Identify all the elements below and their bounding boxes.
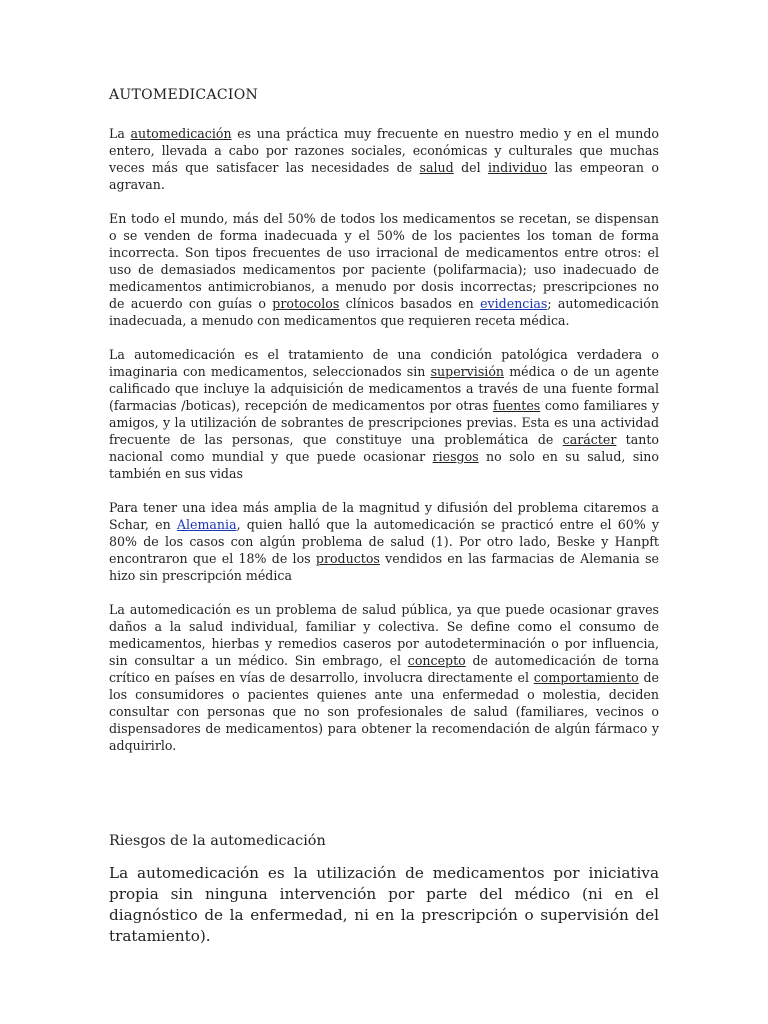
body-paragraph [109,125,659,193]
text-run: vendidos en las farmacias de Alemania se hizo sin prescripción médica [109,551,659,583]
text-run: La automedicación es un problema de salud pública, ya que puede ocasionar graves daños a la salud individual, familiar y colectiva. Se define como el consumo de medicamentos, hierbas y remedios caseros por autodeterminación o por influencia, sin consultar a un médico. Sin embrago, el [109,602,659,668]
body-paragraph [109,499,659,584]
text-run: La automedicación es el tratamiento de una condición patológica verdadera o imaginaria con medicamentos, seleccionados sin [109,347,659,379]
paragraphs-container [109,125,659,754]
text-run: tanto nacional como mundial y que puede ocasionar [109,432,659,464]
underlined-term: concepto [407,653,466,668]
underlined-term: protocolos [272,296,340,311]
underlined-term: automedicación [130,126,232,141]
inline-link[interactable]: Alemania [176,517,237,532]
text-run: médica o de un agente calificado que incluye la adquisición de medicamentos a través de una fuente formal (farmacias /boticas), recepción de medicamentos por otras [109,364,660,413]
text-run: , quien halló que la automedicación se practicó entre el 60% y 80% de los casos con algún problema de salud (1). Por otro lado, Beske y Hanpft encontraron que el 18% de los [109,517,659,566]
text-run: las empeoran o agravan. [109,160,659,192]
section-paragraph: La automedicación es la utilización de medicamentos por iniciativa propia sin ninguna intervención por parte del médico (ni en el diagnóstico de la enfermedad, ni en la prescripción o supervisión del tratamiento). [109,864,659,945]
text-run: Para tener una idea más amplia de la magnitud y difusión del problema citaremos a Schar, en [109,500,659,532]
underlined-term: fuentes [492,398,541,413]
underlined-term: salud [419,160,454,175]
underlined-term: individuo [488,160,548,175]
body-paragraph [109,601,659,754]
text-run: clínicos basados en [339,296,481,311]
text-run: En todo el mundo, más del 50% de todos los medicamentos se recetan, se dispensan o se venden de forma inadecuada y el 50% de los pacientes los toman de forma incorrecta. Son tipos frecuentes de uso irracional de medicamentos entre otros: el uso de demasiados medicamentos por paciente (polifarmacia); uso inadecuado de medicamentos antimicrobianos, a menudo por dosis incorrectas; prescripciones no de acuerdo con guías o [109,211,659,311]
body-paragraph [109,210,659,329]
underlined-term: carácter [562,432,617,447]
text-run: es una práctica muy frecuente en nuestro medio y en el mundo entero, llevada a cabo por razones sociales, económicas y culturales que muchas veces más que satisfacer las necesidades de [109,126,659,175]
underlined-term: riesgos [432,449,479,464]
section-spacer [109,771,659,831]
text-run: La [109,126,131,141]
underlined-term: supervisión [430,364,505,379]
document-body [109,86,659,947]
document-title: AUTOMEDICACION [109,87,259,103]
text-run: ; automedicación inadecuada, a menudo con medicamentos que requieren receta médica. [109,296,659,328]
underlined-term: productos [315,551,380,566]
underlined-term: comportamiento [533,670,639,685]
text-run: como familiares y amigos, y la utilización de sobrantes de prescripciones previas. Esta es una actividad frecuente de las personas, que constituye una problemática de [109,398,659,447]
section-heading: Riesgos de la automedicación [109,833,326,849]
body-paragraph [109,346,659,482]
text-run: del [453,160,488,175]
text-run: de los consumidores o pacientes quienes ante una enfermedad o molestia, deciden consultar con personas que no son profesionales de salud (familiares, vecinos o dispensadores de medicamentos) para obtener la recomendación de algún fármaco y adquirirlo. [109,670,659,753]
text-run: de automedicación de torna crítico en países en vías de desarrollo, involucra directamente el [109,653,659,685]
text-run: no solo en su salud, sino también en sus vidas [109,449,659,481]
inline-link[interactable]: evidencias [480,296,548,311]
